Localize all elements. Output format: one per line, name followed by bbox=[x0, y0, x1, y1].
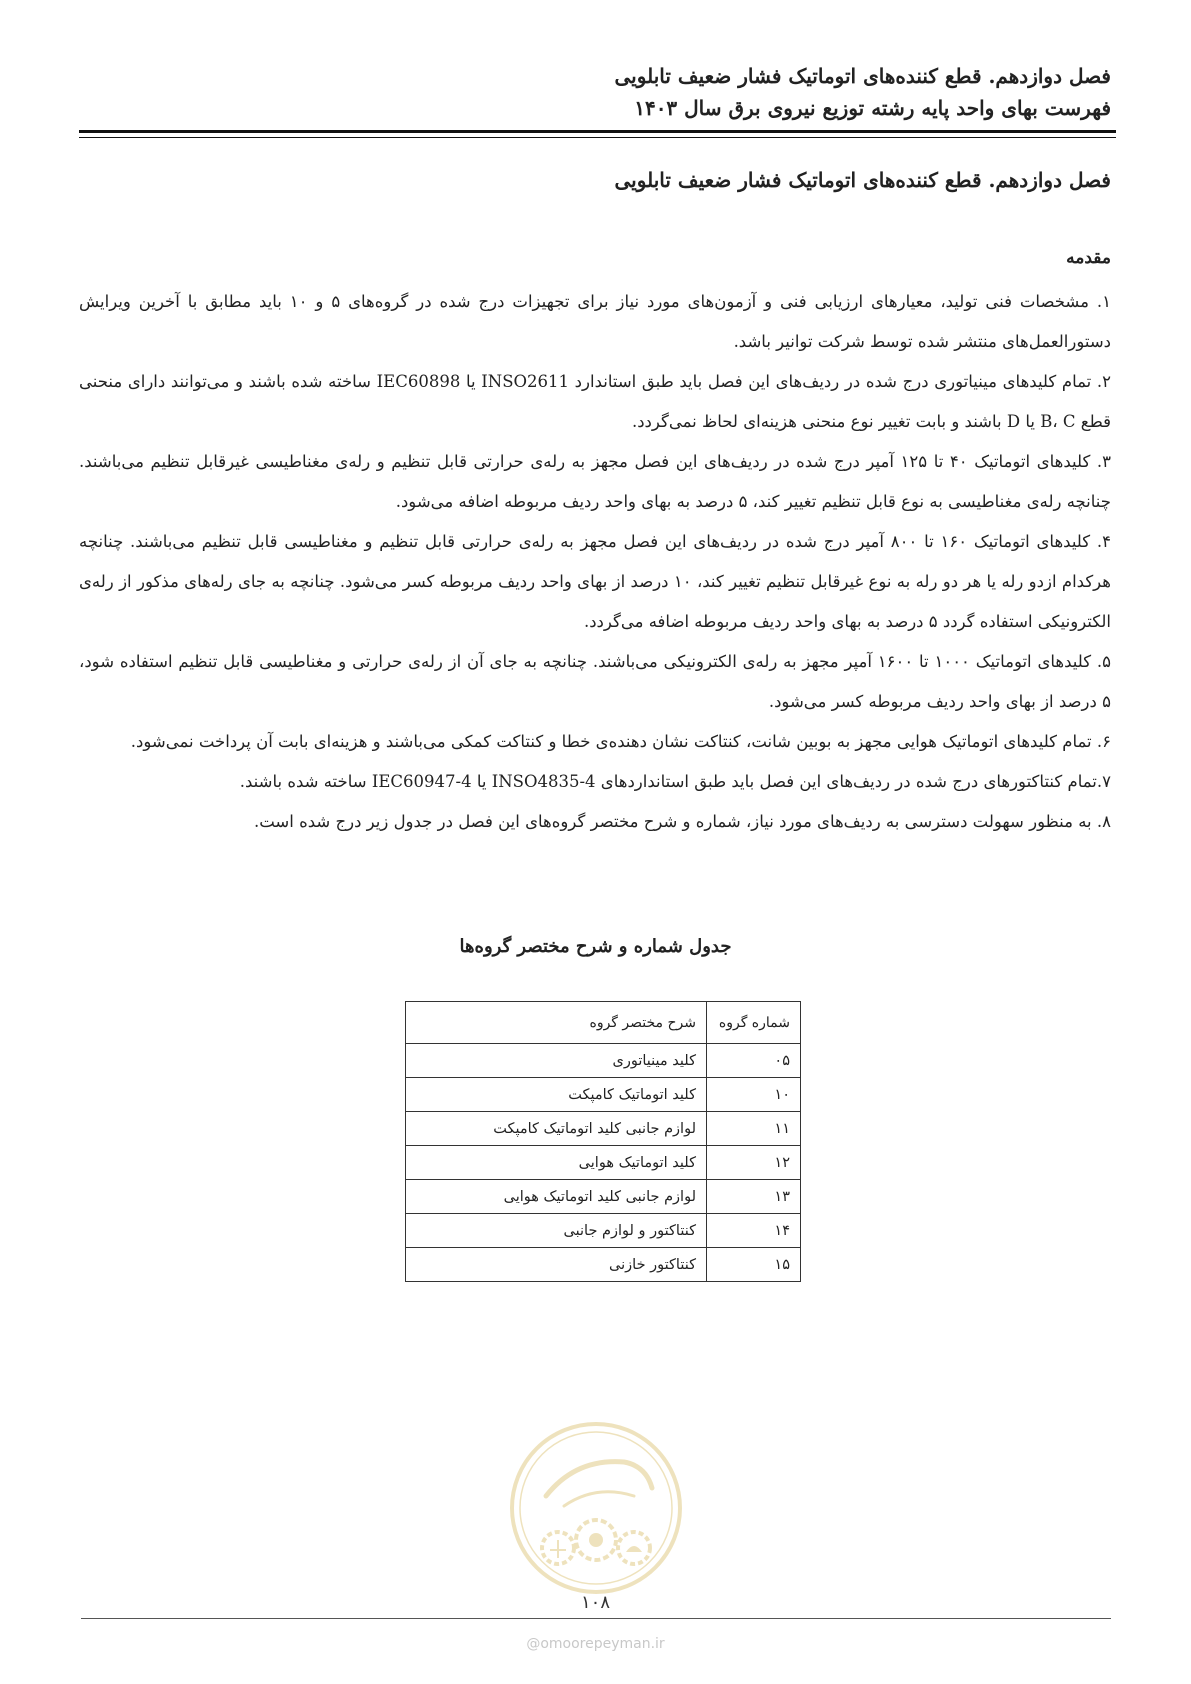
intro-paragraph-8: ۸. به منظور سهولت دسترسی به ردیف‌های مورد نیاز، شماره و شرح مختصر گروه‌های این فصل در جدول زیر درج شده است. bbox=[253, 812, 1111, 831]
table-row bbox=[406, 1214, 801, 1248]
website-watermark: @omoorepeyman.ir bbox=[526, 1636, 665, 1652]
group-number: ۱۱ bbox=[707, 1112, 801, 1146]
group-number: ۱۵ bbox=[707, 1248, 801, 1282]
group-number: ۱۰ bbox=[707, 1078, 801, 1112]
intro-paragraph-3: ۳. کلیدهای اتوماتیک ۴۰ تا ۱۲۵ آمپر درج شده در ردیف‌های این فصل مجهز به رله‌ی حرارتی قابل تنظیم و رله‌ی مغناطیسی غیرقابل تنظیم می‌باشند. چنانچه رله‌ی مغناطیسی به نوع قابل تنظیم تغییر کند، ۵ درصد به بهای واحد ردیف مربوطه اضافه می‌شود. bbox=[79, 452, 1112, 511]
group-description: لوازم جانبی کلید اتوماتیک کامپکت bbox=[406, 1112, 707, 1146]
group-description: کنتاکتور و لوازم جانبی bbox=[406, 1214, 707, 1248]
intro-paragraph-1: ۱. مشخصات فنی تولید، معیارهای ارزیابی فنی و آزمون‌های مورد نیاز برای تجهیزات درج شده در گروه‌های ۵ و ۱۰ باید مطابق با آخرین ویرایش دستورالعمل‌های منتشر شده توسط شرکت توانیر باشد. bbox=[79, 292, 1111, 351]
header-price-list-line: فهرست بهای واحد پایه رشته توزیع نیروی برق سال ۱۴۰۳ bbox=[634, 96, 1111, 120]
group-description: کنتاکتور خازنی bbox=[406, 1248, 707, 1282]
header-rule-thin bbox=[79, 137, 1116, 138]
group-number: ۰۵ bbox=[707, 1044, 801, 1078]
page-number: ۱۰۸ bbox=[580, 1592, 610, 1613]
table-title: جدول شماره و شرح مختصر گروه‌ها bbox=[459, 936, 732, 957]
intro-paragraph-7: ۷.تمام کنتاکتورهای درج شده در ردیف‌های این فصل باید طبق استانداردهای INSO4835-4 یا IEC60947-4 ساخته شده باشند. bbox=[239, 772, 1111, 791]
intro-paragraph-5: ۵. کلیدهای اتوماتیک ۱۰۰۰ تا ۱۶۰۰ آمپر مجهز به رله‌ی الکترونیکی می‌باشند. چنانچه به جای آن از رله‌ی حرارتی و مغناطیسی قابل تنظیم استفاده شود، ۵ درصد از بهای واحد ردیف مربوطه کسر می‌شود. bbox=[79, 652, 1111, 711]
header-chapter-line: فصل دوازدهم. قطع کننده‌های اتوماتیک فشار ضعیف تابلویی bbox=[614, 64, 1111, 88]
table-row bbox=[406, 1248, 801, 1282]
table-row bbox=[406, 1146, 801, 1180]
group-description: کلید اتوماتیک کامپکت bbox=[406, 1078, 707, 1112]
intro-paragraph-4: ۴. کلیدهای اتوماتیک ۱۶۰ تا ۸۰۰ آمپر درج شده در ردیف‌های این فصل مجهز به رله‌ی حرارتی قابل تنظیم و مغناطیسی قابل تنظیم می‌باشند. چنانچه هرکدام ازدو رله یا هر دو رله به نوع غیرقابل تنظیم تغییر کند، ۱۰ درصد از بهای واحد ردیف مربوطه کسر می‌شود. چنانچه به جای رله‌های مذکور از رله‌ی الکترونیکی استفاده گردد ۵ درصد به بهای واحد ردیف مربوطه اضافه می‌گردد. bbox=[79, 532, 1112, 631]
table-row bbox=[406, 1078, 801, 1112]
header-group-number: شماره گروه bbox=[707, 1002, 801, 1044]
intro-paragraph-2: ۲. تمام کلیدهای مینیاتوری درج شده در ردیف‌های این فصل باید طبق استاندارد INSO2611 یا IEC60898 ساخته شده باشند و می‌توانند دارای منحنی قطع B، C یا D باشند و بابت تغییر نوع منحنی هزینه‌ای لحاظ نمی‌گردد. bbox=[79, 372, 1112, 431]
header-group-description: شرح مختصر گروه bbox=[406, 1002, 707, 1044]
footer-rule bbox=[81, 1618, 1111, 1619]
table-row bbox=[406, 1044, 801, 1078]
intro-heading: مقدمه bbox=[1066, 248, 1111, 268]
table-header-row bbox=[406, 1002, 801, 1044]
groups-table bbox=[405, 1001, 801, 1282]
group-description: کلید مینیاتوری bbox=[406, 1044, 707, 1078]
group-number: ۱۲ bbox=[707, 1146, 801, 1180]
intro-paragraph-6: ۶. تمام کلیدهای اتوماتیک هوایی مجهز به بوبین شانت، کنتاکت نشان دهنده‌ی خطا و کنتاکت کمکی می‌باشند و هزینه‌ای بابت آن پرداخت نمی‌شود. bbox=[130, 732, 1111, 751]
table-row bbox=[406, 1112, 801, 1146]
chapter-title: فصل دوازدهم. قطع کننده‌های اتوماتیک فشار ضعیف تابلویی bbox=[614, 168, 1111, 192]
intro-paragraphs bbox=[79, 282, 1111, 842]
group-number: ۱۴ bbox=[707, 1214, 801, 1248]
watermark-logo-icon bbox=[506, 1418, 686, 1598]
group-description: کلید اتوماتیک هوایی bbox=[406, 1146, 707, 1180]
header-rule-thick bbox=[79, 130, 1116, 133]
table-row bbox=[406, 1180, 801, 1214]
group-number: ۱۳ bbox=[707, 1180, 801, 1214]
running-header bbox=[79, 60, 1111, 124]
group-description: لوازم جانبی کلید اتوماتیک هوایی bbox=[406, 1180, 707, 1214]
